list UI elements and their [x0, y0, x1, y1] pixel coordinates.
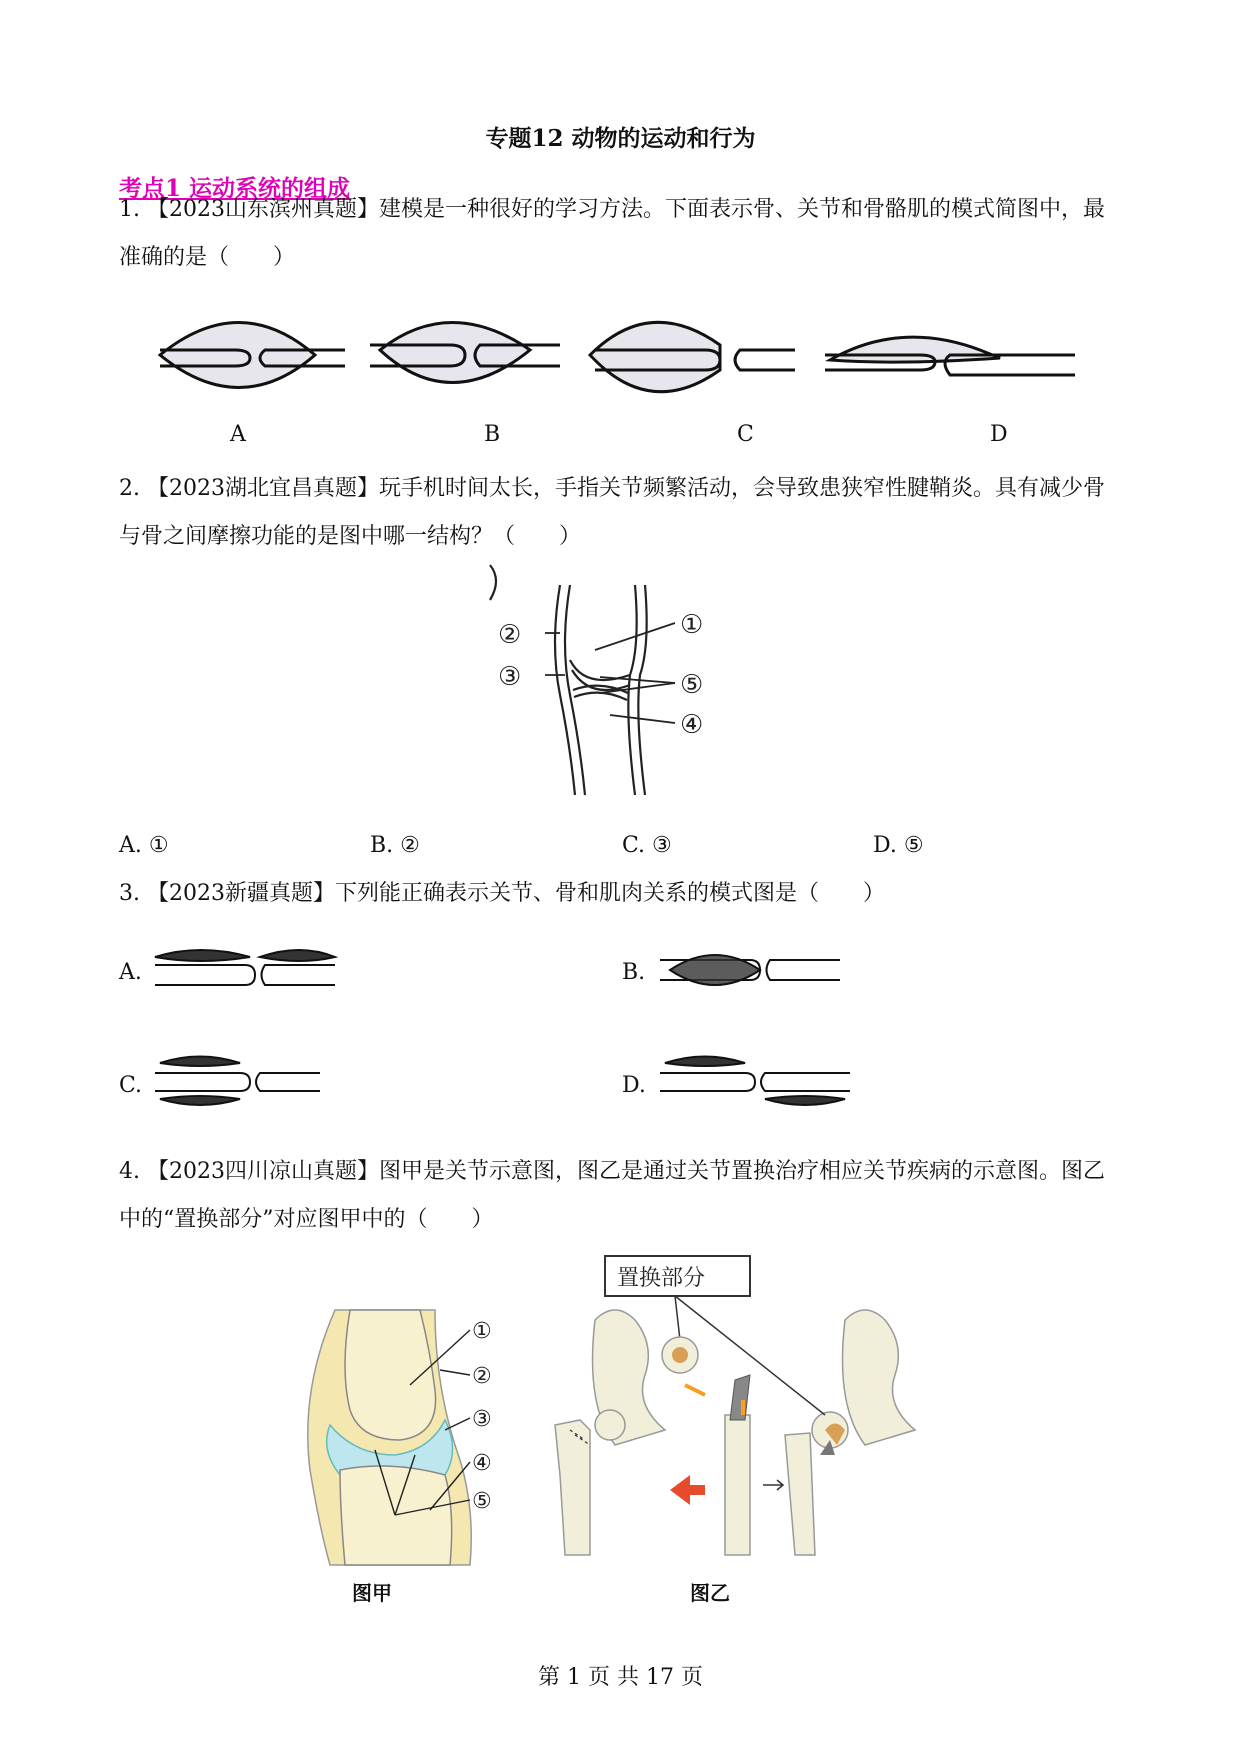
q4-figure-a-caption: 图甲 — [352, 1581, 392, 1605]
q2-mark-4: ④ — [680, 710, 704, 740]
q3-label-b[interactable]: B. — [622, 960, 646, 985]
section-heading: 考点1 运动系统的组成 — [119, 175, 351, 202]
question-3-text: 3. 【2023新疆真题】下列能正确表示关节、骨和肌肉关系的模式图是（ ） — [119, 881, 885, 906]
q2-joint-figure — [490, 565, 750, 795]
q4-figure-a — [300, 1310, 520, 1570]
page-footer: 第 1 页 共 17 页 — [538, 1665, 703, 1690]
question-4-text: 4. 【2023四川凉山真题】图甲是关节示意图，图乙是通过关节置换治疗相应关节疾病的示意图。图乙中的“置换部分”对应图甲中的（ ） — [119, 1159, 1105, 1232]
q1-label-d: D — [990, 422, 1008, 447]
q2-mark-3: ③ — [498, 662, 522, 692]
q3-model-a — [150, 945, 340, 995]
q3-label-a[interactable]: A. — [119, 960, 142, 985]
q2-option-a[interactable]: A. ① — [119, 833, 169, 858]
q1-model-b — [370, 323, 560, 383]
q4a-mark-2: ② — [472, 1364, 492, 1389]
q3-model-b — [655, 945, 845, 995]
q1-label-a: A — [230, 422, 246, 447]
q4a-mark-4: ④ — [472, 1451, 492, 1476]
q3-label-d[interactable]: D. — [622, 1073, 646, 1098]
q4-figure-b — [545, 1255, 945, 1575]
question-2-text: 2. 【2023湖北宜昌真题】玩手机时间太长，手指关节频繁活动，会导致患狭窄性腱鞘炎。具有减少骨与骨之间摩擦功能的是图中哪一结构？（ ） — [119, 476, 1105, 549]
q1-model-a — [160, 323, 345, 388]
q3-model-d — [655, 1055, 855, 1110]
q2-option-d[interactable]: D. ⑤ — [873, 833, 924, 858]
q4-figure-b-caption: 图乙 — [690, 1581, 730, 1605]
q1-figure — [0, 300, 1241, 420]
question-1-text: 1. 【2023山东滨州真题】建模是一种很好的学习方法。下面表示骨、关节和骨骼肌的模式简图中，最准确的是（ ） — [119, 197, 1105, 270]
q2-option-c[interactable]: C. ③ — [622, 833, 672, 858]
q1-label-c: C — [737, 422, 754, 447]
page-title: 专题12 动物的运动和行为 — [485, 125, 756, 152]
q3-model-c — [150, 1055, 340, 1110]
q4a-mark-5: ⑤ — [472, 1489, 492, 1514]
q4a-mark-3: ③ — [472, 1407, 492, 1432]
q4-replace-label: 置换部分 — [617, 1266, 706, 1291]
q1-label-b: B — [484, 422, 501, 447]
q1-model-c — [590, 322, 795, 391]
q2-mark-5: ⑤ — [680, 670, 704, 700]
q1-model-d — [825, 337, 1075, 375]
q4a-mark-1: ① — [472, 1319, 492, 1344]
q2-mark-1: ① — [680, 610, 704, 640]
q2-option-b[interactable]: B. ② — [370, 833, 420, 858]
q3-label-c[interactable]: C. — [119, 1073, 143, 1098]
q2-mark-2: ② — [498, 620, 522, 650]
